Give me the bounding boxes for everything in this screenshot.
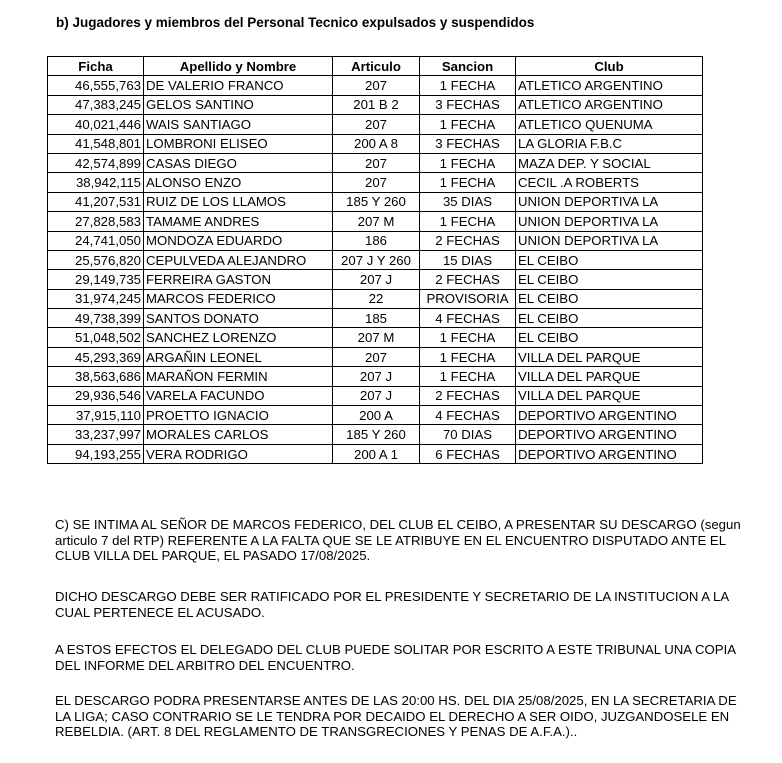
cell-articulo: 207 J (333, 367, 420, 386)
table-row (48, 115, 703, 134)
cell-apellido-y-nombre: PROETTO IGNACIO (144, 406, 333, 425)
cell-articulo: 185 Y 260 (333, 192, 420, 211)
sanctions-table (47, 56, 703, 464)
section-heading: b) Jugadores y miembros del Personal Tecnico expulsados y suspendidos (56, 15, 535, 30)
table-row (48, 153, 703, 172)
paragraph-plazo-descargo: EL DESCARGO PODRA PRESENTARSE ANTES DE LAS 20:00 HS. DEL DIA 25/08/2025, EN LA SECRETARIA DE LA LIGA; CASO CONTRARIO SE LE TENDRA POR DECAIDO EL DERECHO A SER OIDO, JUZGANDOSELE EN REBELDIA. (ART. 8 DEL REGLAMENTO DE TRANSGRECIONES Y PENAS DE A.F.A.).. (55, 693, 737, 739)
cell-ficha: 37,915,110 (48, 406, 144, 425)
table-row (48, 192, 703, 211)
cell-articulo: 200 A (333, 406, 420, 425)
cell-apellido-y-nombre: TAMAME ANDRES (144, 212, 333, 231)
cell-sancion: 4 FECHAS (420, 309, 516, 328)
cell-articulo: 207 J (333, 386, 420, 405)
table-row (48, 76, 703, 95)
cell-sancion: 2 FECHAS (420, 270, 516, 289)
paragraph-intimacion: C) SE INTIMA AL SEÑOR DE MARCOS FEDERICO, DEL CLUB EL CEIBO, A PRESENTAR SU DESCARGO (segun articulo 7 del RTP) REFERENTE A LA FALTA QUE SE LE ATRIBUYE EN EL ENCUENTRO DISPUTADO ANTE EL CLUB VILLA DEL PARQUE, EL PASADO 17/08/2025. (55, 517, 741, 563)
cell-articulo: 185 Y 260 (333, 425, 420, 444)
column-header-articulo: Articulo (333, 57, 420, 76)
column-header-ficha: Ficha (48, 57, 144, 76)
table-row (48, 289, 703, 308)
cell-apellido-y-nombre: WAIS SANTIAGO (144, 115, 333, 134)
cell-sancion: 1 FECHA (420, 328, 516, 347)
cell-club: UNION DEPORTIVA LA (516, 212, 703, 231)
table-row (48, 367, 703, 386)
cell-club: VILLA DEL PARQUE (516, 386, 703, 405)
cell-apellido-y-nombre: SANTOS DONATO (144, 309, 333, 328)
table-row (48, 134, 703, 153)
cell-apellido-y-nombre: MONDOZA EDUARDO (144, 231, 333, 250)
cell-articulo: 207 (333, 115, 420, 134)
cell-articulo: 207 J Y 260 (333, 250, 420, 269)
cell-sancion: 2 FECHAS (420, 386, 516, 405)
column-header-club: Club (516, 57, 703, 76)
cell-apellido-y-nombre: FERREIRA GASTON (144, 270, 333, 289)
cell-sancion: 3 FECHAS (420, 134, 516, 153)
cell-articulo: 200 A 1 (333, 444, 420, 463)
table-row (48, 309, 703, 328)
cell-ficha: 38,563,686 (48, 367, 144, 386)
cell-ficha: 49,738,399 (48, 309, 144, 328)
table-row (48, 212, 703, 231)
cell-articulo: 207 M (333, 328, 420, 347)
cell-apellido-y-nombre: CASAS DIEGO (144, 153, 333, 172)
table-row (48, 425, 703, 444)
cell-ficha: 29,936,546 (48, 386, 144, 405)
cell-ficha: 25,576,820 (48, 250, 144, 269)
cell-ficha: 38,942,115 (48, 173, 144, 192)
cell-articulo: 22 (333, 289, 420, 308)
table-row (48, 444, 703, 463)
cell-articulo: 207 J (333, 270, 420, 289)
cell-sancion: 15 DIAS (420, 250, 516, 269)
cell-sancion: 1 FECHA (420, 367, 516, 386)
cell-club: DEPORTIVO ARGENTINO (516, 444, 703, 463)
cell-club: CECIL .A ROBERTS (516, 173, 703, 192)
cell-club: VILLA DEL PARQUE (516, 347, 703, 366)
cell-club: DEPORTIVO ARGENTINO (516, 425, 703, 444)
cell-ficha: 33,237,997 (48, 425, 144, 444)
cell-club: ATLETICO QUENUMA (516, 115, 703, 134)
table-row (48, 231, 703, 250)
cell-sancion: 2 FECHAS (420, 231, 516, 250)
table-row (48, 328, 703, 347)
cell-sancion: 3 FECHAS (420, 95, 516, 114)
column-header-apellido-y-nombre: Apellido y Nombre (144, 57, 333, 76)
cell-club: DEPORTIVO ARGENTINO (516, 406, 703, 425)
cell-apellido-y-nombre: VARELA FACUNDO (144, 386, 333, 405)
cell-apellido-y-nombre: DE VALERIO FRANCO (144, 76, 333, 95)
cell-apellido-y-nombre: MARCOS FEDERICO (144, 289, 333, 308)
cell-ficha: 27,828,583 (48, 212, 144, 231)
cell-sancion: 1 FECHA (420, 347, 516, 366)
cell-sancion: 35 DIAS (420, 192, 516, 211)
cell-articulo: 207 M (333, 212, 420, 231)
cell-ficha: 41,207,531 (48, 192, 144, 211)
cell-club: EL CEIBO (516, 270, 703, 289)
table-row (48, 386, 703, 405)
table-row (48, 250, 703, 269)
cell-articulo: 201 B 2 (333, 95, 420, 114)
cell-sancion: 1 FECHA (420, 153, 516, 172)
cell-ficha: 94,193,255 (48, 444, 144, 463)
table-row (48, 95, 703, 114)
cell-club: EL CEIBO (516, 328, 703, 347)
cell-club: EL CEIBO (516, 250, 703, 269)
cell-apellido-y-nombre: ALONSO ENZO (144, 173, 333, 192)
cell-ficha: 45,293,369 (48, 347, 144, 366)
paragraph-ratificacion: DICHO DESCARGO DEBE SER RATIFICADO POR EL PRESIDENTE Y SECRETARIO DE LA INSTITUCION A LA CUAL PERTENECE EL ACUSADO. (55, 589, 729, 620)
cell-articulo: 207 (333, 347, 420, 366)
cell-sancion: 1 FECHA (420, 173, 516, 192)
cell-apellido-y-nombre: LOMBRONI ELISEO (144, 134, 333, 153)
cell-articulo: 200 A 8 (333, 134, 420, 153)
cell-ficha: 51,048,502 (48, 328, 144, 347)
cell-club: EL CEIBO (516, 289, 703, 308)
cell-club: EL CEIBO (516, 309, 703, 328)
cell-apellido-y-nombre: CEPULVEDA ALEJANDRO (144, 250, 333, 269)
cell-apellido-y-nombre: MARAÑON FERMIN (144, 367, 333, 386)
cell-apellido-y-nombre: SANCHEZ LORENZO (144, 328, 333, 347)
cell-sancion: 6 FECHAS (420, 444, 516, 463)
cell-club: UNION DEPORTIVA LA (516, 192, 703, 211)
table-header-row (48, 57, 703, 76)
cell-apellido-y-nombre: MORALES CARLOS (144, 425, 333, 444)
cell-sancion: PROVISORIA (420, 289, 516, 308)
cell-apellido-y-nombre: VERA RODRIGO (144, 444, 333, 463)
cell-ficha: 46,555,763 (48, 76, 144, 95)
cell-apellido-y-nombre: ARGAÑIN LEONEL (144, 347, 333, 366)
table-row (48, 347, 703, 366)
cell-articulo: 185 (333, 309, 420, 328)
cell-articulo: 207 (333, 173, 420, 192)
table-row (48, 173, 703, 192)
paragraph-copia-informe: A ESTOS EFECTOS EL DELEGADO DEL CLUB PUEDE SOLITAR POR ESCRITO A ESTE TRIBUNAL UNA COPIA DEL INFORME DEL ARBITRO DEL ENCUENTRO. (55, 642, 736, 673)
cell-sancion: 1 FECHA (420, 76, 516, 95)
cell-articulo: 207 (333, 153, 420, 172)
table-row (48, 270, 703, 289)
cell-sancion: 70 DIAS (420, 425, 516, 444)
table-body (48, 76, 703, 464)
column-header-sancion: Sancion (420, 57, 516, 76)
cell-ficha: 47,383,245 (48, 95, 144, 114)
cell-sancion: 1 FECHA (420, 115, 516, 134)
cell-club: LA GLORIA F.B.C (516, 134, 703, 153)
cell-club: ATLETICO ARGENTINO (516, 76, 703, 95)
cell-club: ATLETICO ARGENTINO (516, 95, 703, 114)
cell-ficha: 24,741,050 (48, 231, 144, 250)
cell-ficha: 31,974,245 (48, 289, 144, 308)
cell-articulo: 207 (333, 76, 420, 95)
cell-sancion: 1 FECHA (420, 212, 516, 231)
cell-ficha: 42,574,899 (48, 153, 144, 172)
cell-apellido-y-nombre: RUIZ DE LOS LLAMOS (144, 192, 333, 211)
cell-ficha: 29,149,735 (48, 270, 144, 289)
cell-club: VILLA DEL PARQUE (516, 367, 703, 386)
cell-sancion: 4 FECHAS (420, 406, 516, 425)
cell-club: MAZA DEP. Y SOCIAL (516, 153, 703, 172)
cell-club: UNION DEPORTIVA LA (516, 231, 703, 250)
cell-articulo: 186 (333, 231, 420, 250)
cell-ficha: 40,021,446 (48, 115, 144, 134)
cell-ficha: 41,548,801 (48, 134, 144, 153)
table-row (48, 406, 703, 425)
cell-apellido-y-nombre: GELOS SANTINO (144, 95, 333, 114)
